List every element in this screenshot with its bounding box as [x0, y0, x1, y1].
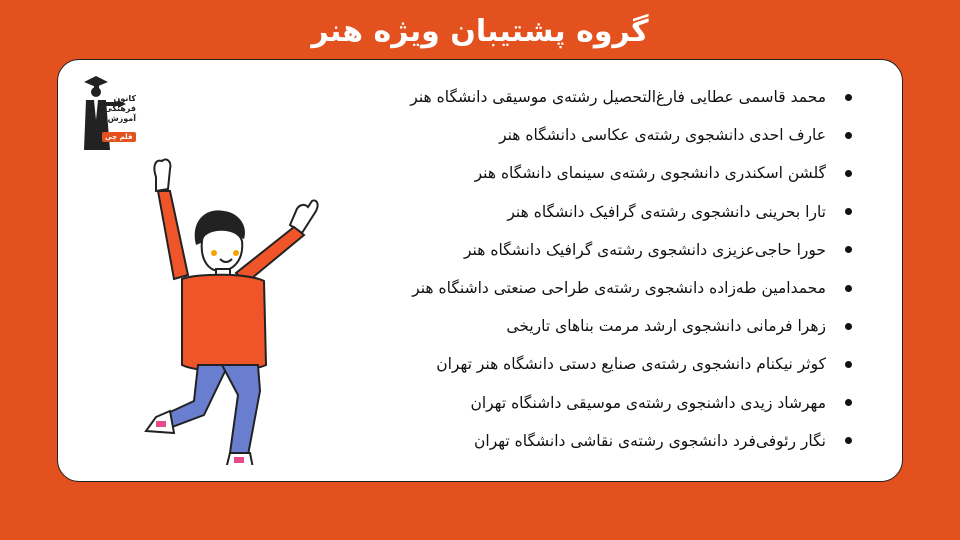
member-text: حورا حاجی‌عزیزی دانشجوی رشته‌ی گرافیک دانشگاه هنر [464, 240, 826, 259]
logo-line-2: فرهنگی [104, 104, 136, 113]
member-list [352, 78, 852, 460]
bullet-icon [845, 94, 852, 101]
jumping-person-illustration [98, 155, 328, 469]
bullet-icon [845, 132, 852, 139]
list-item [352, 307, 852, 345]
list-item [352, 78, 852, 116]
slide-title: گروه پشتیبان ویژه هنر [311, 14, 649, 49]
bullet-icon [845, 246, 852, 253]
member-text: محمد قاسمی عطایی فارغ‌التحصیل رشته‌ی موسیقی دانشگاه هنر [410, 88, 826, 107]
bullet-icon [845, 285, 852, 292]
list-item [352, 231, 852, 269]
list-item [352, 269, 852, 307]
list-item [352, 345, 852, 383]
bullet-icon [845, 437, 852, 444]
list-item [352, 116, 852, 154]
kanoon-logo [80, 70, 140, 152]
content-card [57, 59, 903, 482]
list-item [352, 384, 852, 422]
member-text: تارا بحرینی دانشجوی رشته‌ی گرافیک دانشگاه هنر [507, 202, 826, 221]
member-text: مهرشاد زیدی داشنجوی رشته‌ی موسیقی داشنگاه تهران [470, 393, 826, 412]
bullet-icon [845, 323, 852, 330]
member-text: نگار رئوفی‌فرد دانشجوی رشته‌ی نقاشی دانشگاه تهران [474, 431, 826, 450]
logo-line-1: کانون [113, 94, 136, 103]
member-text: عارف احدی دانشجوی رشته‌ی عکاسی دانشگاه هنر [499, 126, 826, 145]
list-item [352, 422, 852, 460]
bullet-icon [845, 361, 852, 368]
member-text: گلشن اسکندری دانشجوی رشته‌ی سینمای دانشگاه هنر [474, 164, 826, 183]
person-illustration [98, 155, 328, 465]
bullet-icon [845, 170, 852, 177]
bullet-icon [845, 208, 852, 215]
logo-badge: قلم چی [102, 132, 136, 142]
member-text: کوثر نیکنام دانشجوی رشته‌ی صنایع دستی دانشگاه هنر تهران [436, 355, 826, 374]
list-item [352, 154, 852, 192]
bullet-icon [845, 399, 852, 406]
list-item [352, 193, 852, 231]
logo-text [104, 94, 136, 124]
logo-line-3: آموزش [107, 114, 136, 123]
member-text: زهرا فرمانی دانشجوی ارشد مرمت بناهای تاریخی [506, 317, 826, 336]
member-text: محمدامین طه‌زاده دانشجوی رشته‌ی طراحی صنعتی داشنگاه هنر [412, 279, 826, 298]
